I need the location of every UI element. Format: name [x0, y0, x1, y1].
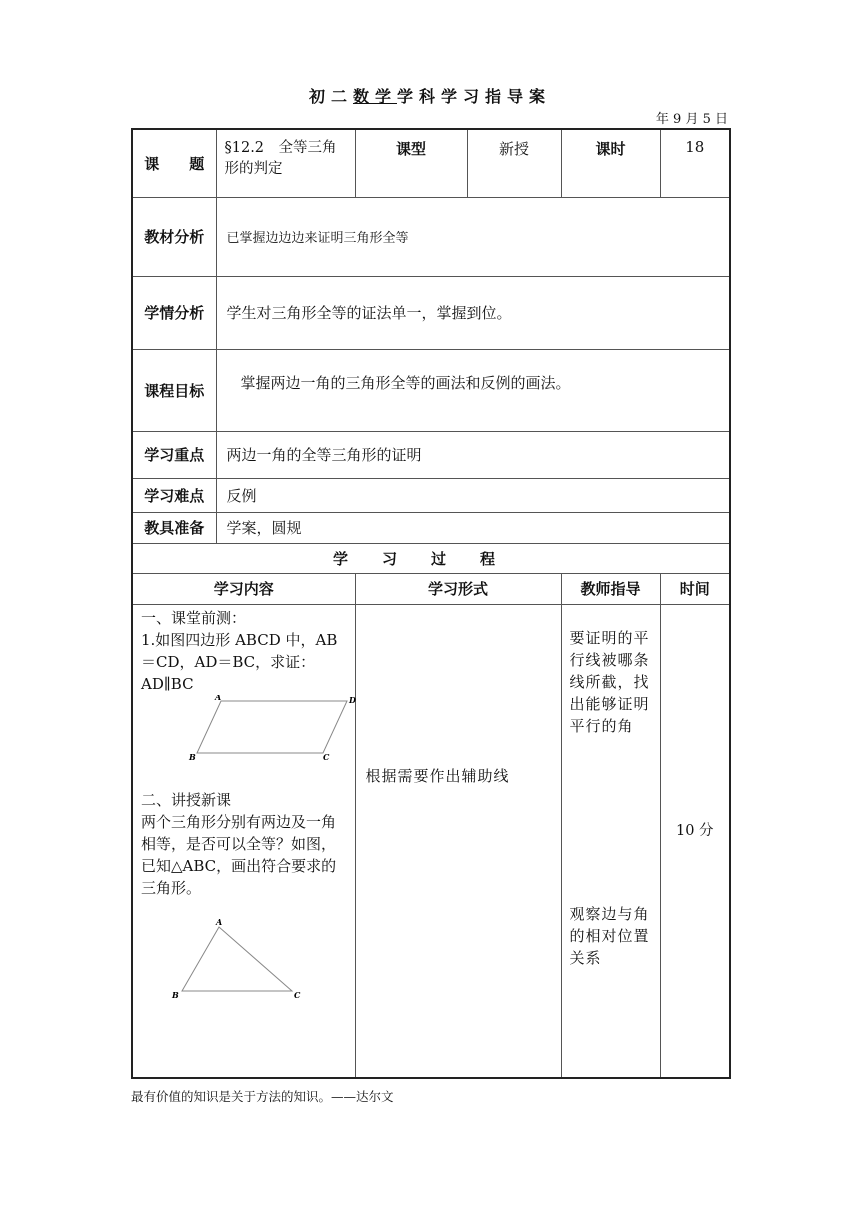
pg-label-c: C — [323, 751, 330, 762]
pretest-title: 一、课堂前测： — [141, 608, 247, 627]
tri-label-a: A — [216, 918, 223, 927]
parallelogram-shape — [197, 701, 347, 753]
analysis-label: 教材分析 — [132, 197, 216, 276]
hours-label: 课时 — [561, 129, 660, 197]
triangle-figure — [167, 919, 367, 1009]
pg-label-b: B — [189, 751, 196, 762]
content-cell — [132, 604, 355, 1078]
process-title: 学习过程 — [132, 543, 730, 573]
new-lesson-text: 两个三角形分别有两边及一角相等，是否可以全等？如图，已知△ABC，画出符合要求的三角形。 — [141, 812, 337, 897]
tools-label: 教具准备 — [132, 512, 216, 543]
title-subject: 数学 — [352, 87, 397, 106]
difficulty-label: 学习难点 — [132, 478, 216, 512]
time-value: 10 分 — [675, 822, 714, 839]
title-post: 学科学习指导案 — [397, 87, 552, 106]
tri-label-b: B — [172, 989, 179, 1000]
col-content-header: 学习内容 — [132, 573, 355, 604]
key-value: 两边一角的全等三角形的证明 — [216, 431, 730, 478]
tri-label-c: C — [294, 989, 301, 1000]
goal-label: 课程目标 — [132, 349, 216, 431]
type-value: 新授 — [467, 129, 561, 197]
triangle-shape — [182, 927, 292, 991]
type-label: 课型 — [355, 129, 467, 197]
pg-label-a: A — [215, 694, 222, 702]
students-value: 学生对三角形全等的证法单一，掌握到位。 — [216, 276, 730, 349]
pretest-question: 1.如图四边形 ABCD 中，AB＝CD，AD＝BC，求证：AD∥BC — [141, 630, 338, 693]
new-lesson-title: 二、讲授新课 — [141, 790, 232, 809]
form-text: 根据需要作出辅助线 — [365, 766, 510, 785]
pg-label-d: D — [349, 694, 356, 705]
guide-text-2: 观察边与角的相对位置关系 — [569, 904, 650, 967]
students-label: 学情分析 — [132, 276, 216, 349]
topic-label: 课 题 — [132, 129, 216, 197]
hours-value: 18 — [660, 129, 730, 197]
goal-value: 掌握两边一角的三角形全等的画法和反例的画法。 — [216, 349, 730, 431]
title-pre: 初二 — [308, 87, 353, 106]
lesson-table — [131, 128, 731, 1079]
parallelogram-figure — [177, 695, 377, 765]
form-cell — [355, 604, 561, 1078]
col-guide-header: 教师指导 — [561, 573, 660, 604]
col-form-header: 学习形式 — [355, 573, 561, 604]
date: 年 9 月 5 日 — [655, 112, 728, 127]
topic-value: §12.2 全等三角形的判定 — [216, 129, 355, 197]
page-title — [0, 84, 860, 107]
guide-text-1: 要证明的平行线被哪条线所截，找出能够证明平行的角 — [569, 628, 650, 735]
analysis-value: 已掌握边边边来证明三角形全等 — [216, 197, 730, 276]
tools-value: 学案，圆规 — [216, 512, 730, 543]
guide-cell — [561, 604, 660, 1078]
footer-quote: 最有价值的知识是关于方法的知识。——达尔文 — [131, 1089, 394, 1104]
col-time-header: 时间 — [660, 573, 730, 604]
time-cell — [660, 604, 730, 1078]
difficulty-value: 反例 — [216, 478, 730, 512]
key-label: 学习重点 — [132, 431, 216, 478]
